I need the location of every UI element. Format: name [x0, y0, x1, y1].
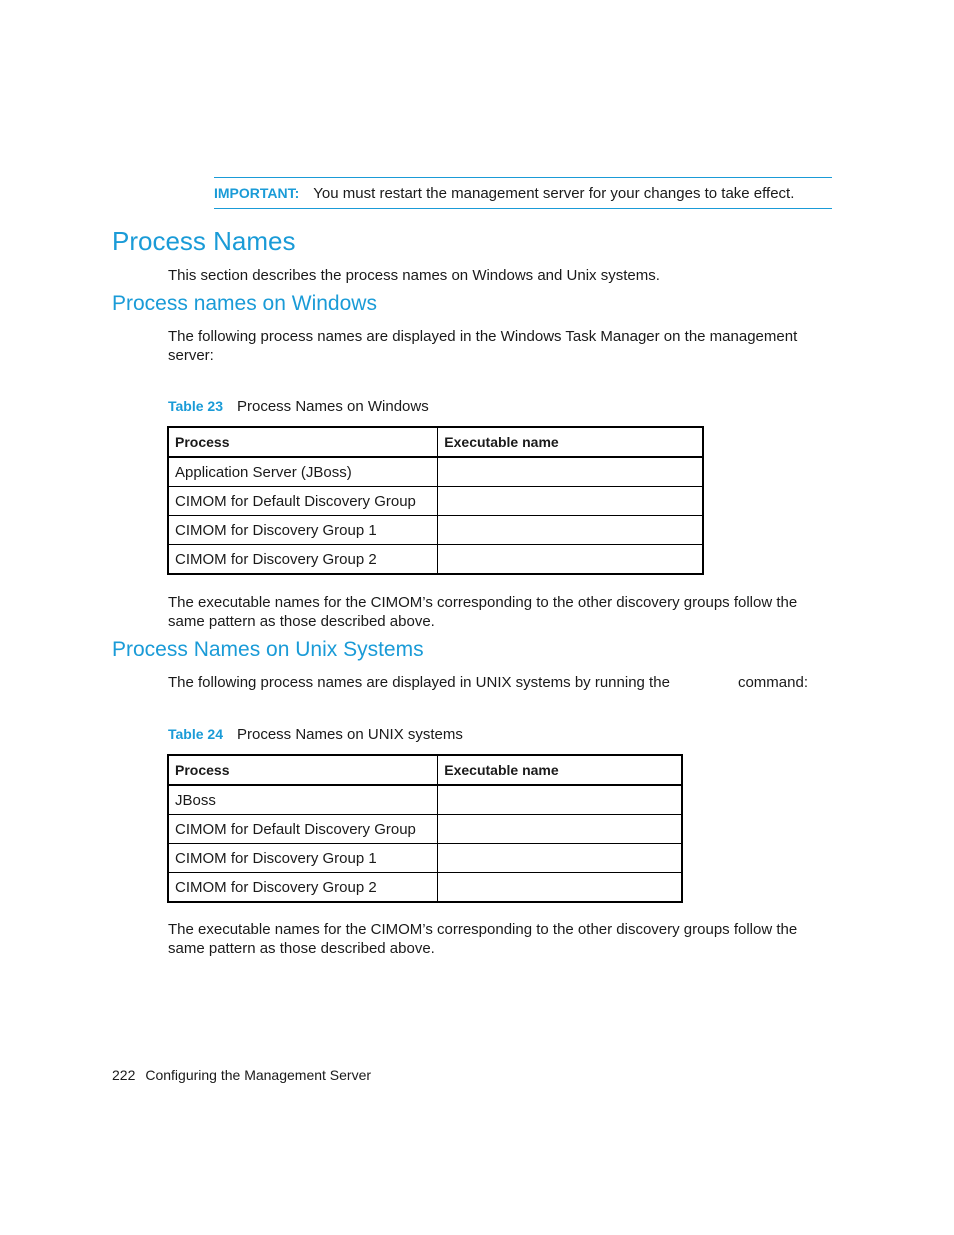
important-label: IMPORTANT: [214, 185, 300, 201]
table-row [168, 457, 703, 487]
process-cell: CIMOM for Discovery Group 2 [168, 873, 438, 903]
executable-cell [438, 815, 682, 844]
executable-cell [438, 844, 682, 873]
windows-table-caption [168, 398, 429, 415]
process-cell: CIMOM for Discovery Group 2 [168, 545, 438, 575]
table-row [168, 785, 682, 815]
table-row [168, 873, 682, 903]
unix-after-text: The executable names for the CIMOM’s corresponding to the other discovery groups follow the same pattern as those described above. [168, 921, 798, 957]
executable-cell [438, 516, 703, 545]
table-row [168, 815, 682, 844]
process-cell: CIMOM for Discovery Group 1 [168, 844, 438, 873]
executable-cell [438, 873, 682, 903]
unix-table-caption [168, 726, 463, 743]
executable-cell [438, 457, 703, 487]
process-cell: CIMOM for Discovery Group 1 [168, 516, 438, 545]
page-number: 222 [112, 1067, 136, 1083]
unix-intro [168, 673, 808, 692]
column-header-process: Process [168, 755, 438, 785]
chapter-title: Configuring the Management Server [145, 1067, 372, 1083]
column-header-process: Process [168, 427, 438, 457]
table-row [168, 487, 703, 516]
process-cell: CIMOM for Default Discovery Group [168, 487, 438, 516]
executable-cell [438, 785, 682, 815]
table-row [168, 545, 703, 575]
section-title: Process Names [112, 226, 296, 256]
unix-intro-after: command: [737, 674, 808, 691]
important-text: You must restart the management server for your changes to take effect. [313, 185, 795, 202]
table-row [168, 516, 703, 545]
windows-heading: Process names on Windows [112, 292, 377, 315]
important-note [214, 177, 832, 209]
process-cell: JBoss [168, 785, 438, 815]
unix-heading: Process Names on Unix Systems [112, 638, 424, 661]
unix-table-caption-label: Table 24 [168, 726, 223, 742]
process-cell: CIMOM for Default Discovery Group [168, 815, 438, 844]
column-header-executable: Executable name [438, 427, 703, 457]
windows-intro: The following process names are displayed in the Windows Task Manager on the management server: [168, 328, 798, 364]
executable-cell [438, 545, 703, 575]
section-intro: This section describes the process names on Windows and Unix systems. [168, 267, 660, 284]
executable-cell [438, 487, 703, 516]
windows-process-table [167, 426, 704, 575]
unix-process-table [167, 754, 683, 903]
process-cell: Application Server (JBoss) [168, 457, 438, 487]
table-header-row [168, 755, 682, 785]
windows-table-caption-label: Table 23 [168, 398, 223, 414]
table-header-row [168, 427, 703, 457]
unix-intro-before: The following process names are displayed in UNIX systems by running the [168, 674, 670, 691]
table-row [168, 844, 682, 873]
unix-table-caption-text: Process Names on UNIX systems [237, 726, 463, 743]
windows-after-text: The executable names for the CIMOM’s corresponding to the other discovery groups follow the same pattern as those described above. [168, 594, 798, 630]
column-header-executable: Executable name [438, 755, 682, 785]
windows-table-caption-text: Process Names on Windows [237, 398, 429, 415]
page-footer [112, 1067, 371, 1083]
